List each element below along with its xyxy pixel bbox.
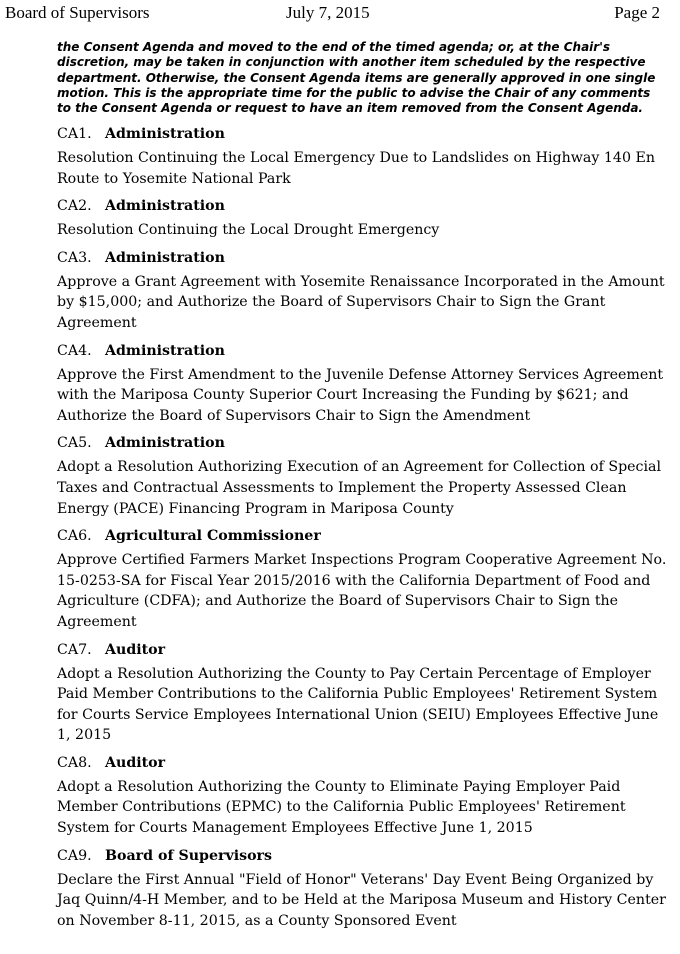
item-department: Administration	[105, 435, 225, 452]
agenda-item	[57, 196, 669, 241]
agenda-item	[57, 846, 669, 932]
item-description: Approve Certified Farmers Market Inspections Program Cooperative Agreement No. 15-0253-SA for Fiscal Year 2015/2016 with the California Department of Food and Agriculture (CDFA); and Authorize the Board of Supervisors Chair to Sign the Agreement	[57, 552, 667, 630]
agenda-item	[57, 248, 669, 334]
item-description: Approve a Grant Agreement with Yosemite Renaissance Incorporated in the Amount by $15,000; and Authorize the Board of Supervisors Chair to Sign the Grant Agreement	[57, 273, 665, 331]
item-department: Administration	[105, 126, 225, 142]
item-description: Adopt a Resolution Authorizing the County to Pay Certain Percentage of Employer Paid Member Contributions to the California Public Employees' Retirement System for Courts Service Employees International Union (SEIU) Employees Effective June 1, 2015	[57, 665, 659, 744]
item-department: Administration	[105, 249, 225, 266]
item-number: CA2.	[57, 198, 92, 215]
item-heading	[57, 640, 669, 660]
item-department: Board of Supervisors	[105, 847, 273, 864]
consent-agenda-intro: the Consent Agenda and moved to the end of the timed agenda; or, at the Chair's discretion, may be taken in conjunction with another item scheduled by the respective department. Otherwise, the Consent Agenda items are generally approved in one single motion. This is the appropriate time for the public to advise the Chair of any comments to the Consent Agenda or request to have an item removed from the Consent Agenda.	[57, 40, 656, 116]
item-number: CA3.	[57, 249, 92, 266]
header-page-number: Page 2	[614, 3, 660, 22]
item-heading	[57, 433, 669, 453]
agenda-item	[57, 433, 669, 519]
item-number: CA4.	[57, 342, 92, 359]
item-department: Agricultural Commissioner	[105, 528, 321, 545]
item-department: Auditor	[105, 641, 166, 658]
item-number: CA5.	[57, 435, 92, 452]
item-description: Resolution Continuing the Local Drought Emergency	[57, 222, 440, 239]
item-description: Adopt a Resolution Authorizing Execution of an Agreement for Collection of Special Taxes and Contractual Assessments to Implement the Property Assessed Clean Energy (PACE) Financing Program in Mariposa County	[57, 459, 662, 517]
item-description: Approve the First Amendment to the Juvenile Defense Attorney Services Agreement with the Mariposa County Superior Court Increasing the Funding by $621; and Authorize the Board of Supervisors Chair to Sign the Amendment	[57, 366, 664, 424]
item-description: Declare the First Annual "Field of Honor" Veterans' Day Event Being Organized by Jaq Quinn/4-H Member, and to be Held at the Mariposa Museum and History Center on November 8-11, 2015, as a County Sponsored Event	[57, 871, 666, 929]
item-heading	[57, 526, 669, 546]
item-description: Resolution Continuing the Local Emergency Due to Landslides on Highway 140 En Route to Yosemite National Park	[57, 150, 655, 187]
agenda-item	[57, 124, 669, 189]
item-heading	[57, 248, 669, 268]
item-department: Administration	[105, 342, 225, 359]
item-number: CA6.	[57, 528, 92, 545]
item-heading	[57, 196, 669, 216]
agenda-item	[57, 526, 669, 632]
agenda-item	[57, 753, 669, 839]
item-department: Administration	[105, 198, 225, 215]
item-heading	[57, 124, 669, 144]
item-heading	[57, 846, 669, 866]
item-heading	[57, 753, 669, 773]
agenda-item	[57, 341, 669, 427]
item-number: CA9.	[57, 847, 92, 864]
item-department: Auditor	[105, 754, 166, 771]
agenda-items	[57, 124, 669, 938]
item-number: CA8.	[57, 754, 92, 771]
item-heading	[57, 341, 669, 361]
header-date: July 7, 2015	[286, 3, 370, 22]
page-header	[0, 3, 680, 25]
item-number: CA7.	[57, 641, 92, 658]
item-description: Adopt a Resolution Authorizing the County to Eliminate Paying Employer Paid Member Contributions (EPMC) to the California Public Employees' Retirement System for Courts Management Employees Effective June 1, 2015	[57, 778, 626, 837]
agenda-item	[57, 640, 669, 746]
item-number: CA1.	[57, 126, 92, 142]
header-organization: Board of Supervisors	[5, 3, 150, 22]
